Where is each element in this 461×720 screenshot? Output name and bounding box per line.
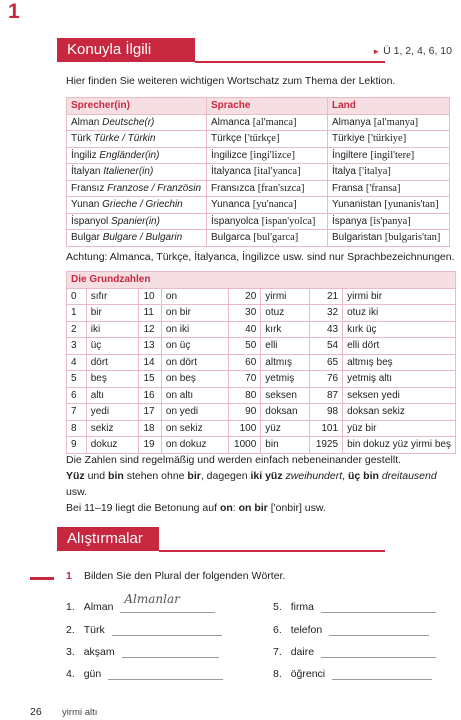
table-row	[67, 404, 456, 421]
numeral-cell: 2	[67, 321, 87, 338]
number-word-cell: doksan	[261, 404, 310, 421]
numeral-cell: 18	[139, 420, 161, 437]
number-word-cell: bin dokuz yüz yirmi beş	[343, 437, 456, 454]
numeral-cell: 50	[228, 338, 261, 355]
explanation-paragraph	[66, 452, 456, 516]
item-number: 8.	[273, 668, 282, 680]
country-word: Almanya	[332, 116, 371, 128]
pronunciation: [yunanis'tan]	[384, 199, 439, 210]
language-cell	[207, 180, 328, 197]
column-header: Land	[328, 98, 450, 115]
numeral-cell: 32	[310, 305, 343, 322]
number-word-cell: on dokuz	[161, 437, 228, 454]
answer-field[interactable]	[122, 643, 219, 658]
speaker-cell	[67, 164, 207, 181]
numeral-cell: 6	[67, 387, 87, 404]
number-word-cell: altmış beş	[343, 354, 456, 371]
term: on bir	[238, 502, 268, 514]
language-cell	[207, 213, 328, 230]
country-cell	[328, 213, 450, 230]
number-word-cell: on yedi	[161, 404, 228, 421]
numeral-cell: 98	[310, 404, 343, 421]
item-word: firma	[290, 601, 315, 613]
table-row	[67, 230, 450, 247]
numeral-cell: 76	[310, 371, 343, 388]
numeral-cell: 30	[228, 305, 261, 322]
numeral-cell: 1925	[310, 437, 343, 454]
note-text: Achtung: Almanca, Türkçe, İtalyanca, İngilizce usw. sind nur Sprachbezeichnungen.	[66, 251, 455, 263]
item-word: gün	[83, 668, 102, 680]
german-word: Italiener(in)	[103, 166, 154, 177]
language-cell	[207, 164, 328, 181]
table-row	[67, 197, 450, 214]
german-word: Grieche / Griechin	[102, 199, 183, 210]
chapter-number: 1	[8, 0, 20, 23]
number-word-cell: seksen	[261, 387, 310, 404]
pronunciation: ['türkçe]	[244, 133, 280, 144]
language-word: İtalyanca	[211, 166, 252, 177]
item-word: akşam	[83, 646, 115, 658]
speaker-cell	[67, 147, 207, 164]
numeral-cell: 16	[139, 387, 161, 404]
reference-text: Ü 1, 2, 4, 6, 10	[383, 45, 452, 57]
pronunciation: ['türkiye]	[367, 133, 407, 144]
text: , dagegen	[200, 470, 251, 482]
numeral-cell: 7	[67, 404, 87, 421]
speaker-cell	[67, 131, 207, 148]
numeral-cell: 8	[67, 420, 87, 437]
language-word: Fransızca	[211, 182, 255, 194]
numeral-cell: 54	[310, 338, 343, 355]
item-number: 6.	[273, 624, 282, 636]
vocab-table	[66, 97, 450, 247]
number-word-cell: on iki	[161, 321, 228, 338]
numeral-cell: 90	[228, 404, 261, 421]
speaker-cell	[67, 197, 207, 214]
table-row	[67, 180, 450, 197]
column-header: Sprache	[207, 98, 328, 115]
text: stehen ohne	[123, 470, 188, 482]
pronunciation: [fran'sızca]	[257, 182, 305, 194]
pronunciation: [ital'yanca]	[253, 166, 301, 177]
country-cell	[328, 147, 450, 164]
numeral-cell: 100	[228, 420, 261, 437]
speaker-cell	[67, 114, 207, 131]
page-number: 26	[30, 706, 42, 718]
language-word: Türkçe	[211, 133, 242, 144]
pronunciation: [bul'garca]	[253, 232, 299, 243]
country-word: Fransa	[332, 182, 364, 194]
pronunciation: [ingi'lizce]	[249, 149, 295, 161]
numeral-cell: 101	[310, 420, 343, 437]
number-word-cell: iki	[86, 321, 139, 338]
numeral-cell: 11	[139, 305, 161, 322]
number-word-cell: on beş	[161, 371, 228, 388]
language-cell	[207, 131, 328, 148]
number-word-cell: otuz	[261, 305, 310, 322]
handwritten-answer: Almanlar	[124, 592, 180, 606]
pronunciation: [is'panya]	[369, 215, 411, 227]
item-number: 2.	[66, 624, 75, 636]
numeral-cell: 65	[310, 354, 343, 371]
number-word-cell: sekiz	[86, 420, 139, 437]
answer-field[interactable]	[321, 598, 436, 613]
exercise-item	[273, 621, 429, 636]
turkish-word: İspanyol	[71, 215, 109, 227]
table-row	[67, 420, 456, 437]
numeral-cell: 17	[139, 404, 161, 421]
speaker-cell	[67, 230, 207, 247]
language-cell	[207, 114, 328, 131]
language-word: İspanyolca	[211, 215, 259, 227]
number-word-cell: on altı	[161, 387, 228, 404]
number-word-cell: sıfır	[86, 288, 139, 305]
exercise-item	[66, 665, 223, 680]
exercise-instruction: Bilden Sie den Plural der folgenden Wörter.	[84, 570, 286, 582]
turkish-word: Alman	[71, 116, 100, 128]
numeral-cell: 20	[228, 288, 261, 305]
number-word-cell: otuz iki	[343, 305, 456, 322]
term: Yüz	[66, 470, 85, 482]
numeral-cell: 13	[139, 338, 161, 355]
country-word: İspanya	[332, 215, 368, 227]
item-word: Türk	[83, 624, 105, 636]
country-cell	[328, 164, 450, 181]
exercise-marker	[30, 577, 54, 580]
exercise-item	[273, 665, 432, 680]
numbers-table	[66, 271, 456, 454]
pronunciation: [al'manya]	[373, 116, 419, 128]
pronunciation: [bulgaris'tan]	[384, 232, 441, 243]
numeral-cell: 70	[228, 371, 261, 388]
exercise-item	[273, 643, 436, 658]
turkish-word: Fransız	[71, 182, 105, 194]
number-word-cell: seksen yedi	[343, 387, 456, 404]
exercise-reference	[372, 45, 452, 57]
language-word: İngilizce	[211, 149, 248, 161]
number-word-cell: yetmiş altı	[343, 371, 456, 388]
numeral-cell: 5	[67, 371, 87, 388]
language-cell	[207, 230, 328, 247]
speaker-cell	[67, 213, 207, 230]
item-word: telefon	[290, 624, 323, 636]
country-cell	[328, 180, 450, 197]
item-number: 7.	[273, 646, 282, 658]
item-word: daire	[290, 646, 315, 658]
german-word: Engländer(in)	[99, 149, 160, 161]
number-word-cell: bin	[261, 437, 310, 454]
turkish-word: Bulgar	[71, 232, 100, 243]
numeral-cell: 43	[310, 321, 343, 338]
item-number: 3.	[66, 646, 75, 658]
number-word-cell: üç	[86, 338, 139, 355]
term: üç bin	[347, 470, 379, 482]
column-header: Sprecher(in)	[67, 98, 207, 115]
language-word: Yunanca	[211, 199, 250, 210]
numeral-cell: 60	[228, 354, 261, 371]
number-word-cell: yetmiş	[261, 371, 310, 388]
country-cell	[328, 197, 450, 214]
section-title-alistirmalar: Alıştırmalar	[57, 527, 159, 551]
table-row	[67, 338, 456, 355]
table-row	[67, 131, 450, 148]
number-word-cell: yüz bir	[343, 420, 456, 437]
numeral-cell: 40	[228, 321, 261, 338]
german-word: Türke / Türkin	[93, 133, 156, 144]
numeral-cell: 9	[67, 437, 87, 454]
numeral-cell: 0	[67, 288, 87, 305]
term: bin	[108, 470, 124, 482]
para-line-1: Die Zahlen sind regelmäßig und werden einfach nebeneinander gestellt.	[66, 454, 402, 466]
answer-field[interactable]	[329, 621, 429, 636]
table-row	[67, 147, 450, 164]
number-word-cell: yirmi bir	[343, 288, 456, 305]
language-word: Bulgarca	[211, 232, 251, 243]
translation: dreitausend	[381, 470, 437, 482]
exercise-item	[66, 643, 219, 658]
term: iki yüz	[250, 470, 283, 482]
page-number-words: yirmi altı	[62, 707, 98, 718]
number-word-cell: on sekiz	[161, 420, 228, 437]
intro-text: Hier finden Sie weiteren wichtigen Wortschatz zum Thema der Lektion.	[66, 75, 396, 87]
term: bir	[187, 470, 201, 482]
german-word: Deutsche(r)	[102, 116, 155, 128]
german-word: Franzose / Französin	[107, 182, 202, 194]
number-word-cell: elli dört	[343, 338, 456, 355]
text: Bei 11–19 liegt die Betonung auf	[66, 502, 220, 514]
exercise-number: 1	[66, 570, 72, 582]
exercise-item	[273, 598, 436, 613]
answer-field[interactable]	[112, 621, 222, 636]
country-word: İngiltere	[332, 149, 368, 161]
country-cell	[328, 230, 450, 247]
numeral-cell: 3	[67, 338, 87, 355]
table-row	[67, 114, 450, 131]
german-word: Bulgare / Bulgarin	[102, 232, 183, 243]
turkish-word: Türk	[71, 133, 91, 144]
number-word-cell: elli	[261, 338, 310, 355]
country-word: Türkiye	[332, 133, 365, 144]
numeral-cell: 80	[228, 387, 261, 404]
numbers-header: Die Grundzahlen	[67, 272, 456, 289]
numeral-cell: 4	[67, 354, 87, 371]
country-cell	[328, 114, 450, 131]
table-row	[67, 321, 456, 338]
text: und	[84, 470, 109, 482]
turkish-word: İtalyan	[71, 166, 101, 177]
number-word-cell: bir	[86, 305, 139, 322]
numeral-cell: 10	[139, 288, 161, 305]
numeral-cell: 12	[139, 321, 161, 338]
country-word: Bulgaristan	[332, 232, 383, 243]
number-word-cell: on üç	[161, 338, 228, 355]
number-word-cell: on dört	[161, 354, 228, 371]
pronunciation: [al'manca]	[252, 116, 297, 128]
number-word-cell: yirmi	[261, 288, 310, 305]
item-word: Alman	[83, 601, 114, 613]
pronunciation: ['fransa]	[365, 182, 401, 194]
table-row	[67, 164, 450, 181]
term: on	[219, 502, 233, 514]
text: :	[232, 502, 239, 514]
numeral-cell: 14	[139, 354, 161, 371]
text: usw.	[66, 486, 88, 498]
number-word-cell: on	[161, 288, 228, 305]
country-word: Yunanistan	[332, 199, 382, 210]
table-header-row	[67, 98, 450, 115]
table-row	[67, 213, 450, 230]
german-word: Spanier(in)	[111, 215, 160, 227]
number-word-cell: yüz	[261, 420, 310, 437]
arrow-icon: ►	[372, 47, 381, 56]
number-word-cell: kırk üç	[343, 321, 456, 338]
number-word-cell: doksan sekiz	[343, 404, 456, 421]
section-underline	[159, 550, 385, 552]
exercise-item	[66, 621, 222, 636]
numeral-cell: 19	[139, 437, 161, 454]
turkish-word: İngiliz	[71, 149, 97, 161]
country-cell	[328, 131, 450, 148]
numeral-cell: 1	[67, 305, 87, 322]
number-word-cell: yedi	[86, 404, 139, 421]
item-number: 1.	[66, 601, 75, 613]
number-word-cell: altmış	[261, 354, 310, 371]
number-word-cell: beş	[86, 371, 139, 388]
number-word-cell: dört	[86, 354, 139, 371]
answer-field[interactable]	[332, 665, 432, 680]
numeral-cell: 15	[139, 371, 161, 388]
table-row	[67, 437, 456, 454]
answer-field[interactable]	[321, 643, 436, 658]
translation: zweihundert	[285, 470, 343, 482]
language-word: Almanca	[211, 116, 250, 128]
country-word: İtalya	[332, 166, 356, 177]
numeral-cell: 1000	[228, 437, 261, 454]
answer-field[interactable]	[108, 665, 223, 680]
pronunciation: [ispan'yolca]	[261, 215, 316, 227]
table-row	[67, 354, 456, 371]
pronunciation: [yu'nanca]	[252, 199, 297, 210]
language-cell	[207, 197, 328, 214]
number-word-cell: altı	[86, 387, 139, 404]
speaker-cell	[67, 180, 207, 197]
section-underline	[195, 61, 385, 63]
section-title-konuyla-ilgili: Konuyla İlgili	[57, 38, 195, 62]
exercise-item	[66, 592, 215, 613]
pronunciation: ['italya]	[358, 166, 391, 177]
numeral-cell: 21	[310, 288, 343, 305]
number-word-cell: dokuz	[86, 437, 139, 454]
numeral-cell: 87	[310, 387, 343, 404]
table-row	[67, 305, 456, 322]
para-line-2	[66, 468, 456, 500]
answer-field[interactable]	[120, 592, 215, 613]
table-row	[67, 288, 456, 305]
number-word-cell: kırk	[261, 321, 310, 338]
para-line-3	[66, 500, 456, 516]
item-number: 4.	[66, 668, 75, 680]
number-word-cell: on bir	[161, 305, 228, 322]
table-row	[67, 371, 456, 388]
text: ,	[342, 470, 348, 482]
item-word: öğrenci	[290, 668, 326, 680]
language-cell	[207, 147, 328, 164]
table-row	[67, 387, 456, 404]
pronunciation: [ingil'tere]	[370, 149, 415, 161]
turkish-word: Yunan	[71, 199, 100, 210]
table-header-row	[67, 272, 456, 289]
text: ['onbir] usw.	[267, 502, 326, 514]
item-number: 5.	[273, 601, 282, 613]
